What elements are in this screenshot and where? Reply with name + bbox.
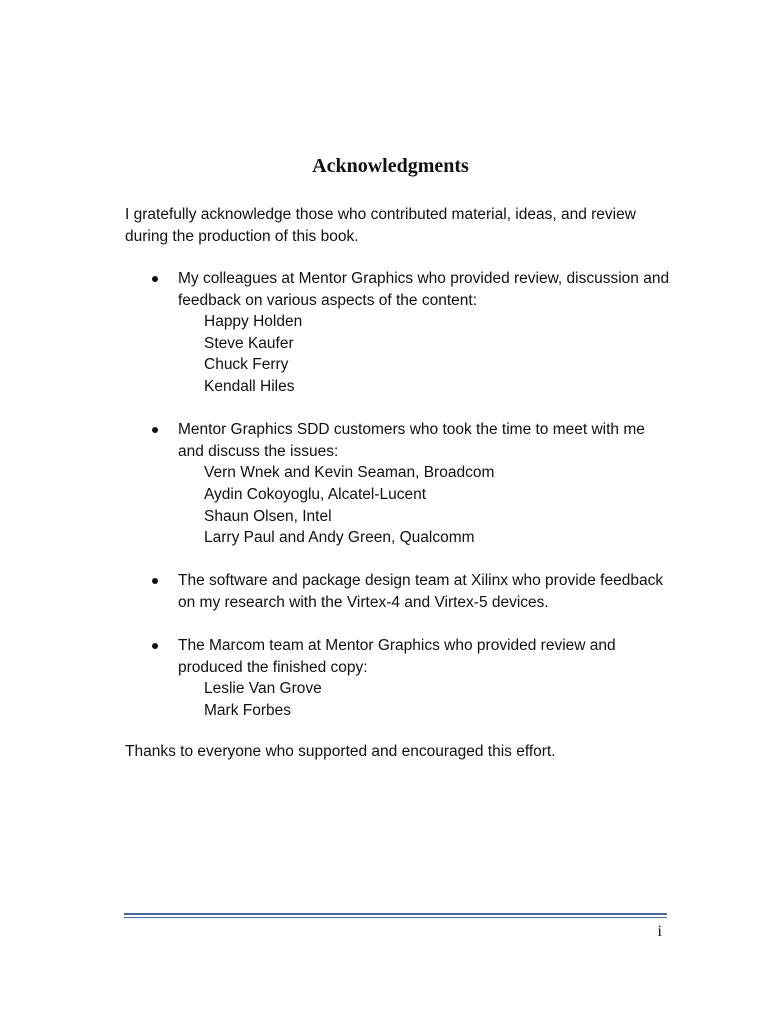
footer-rule-thin: [124, 917, 667, 918]
name-entry: Chuck Ferry: [204, 356, 289, 374]
name-list: [178, 678, 670, 721]
bullet-icon: [152, 643, 158, 649]
name-entry: Vern Wnek and Kevin Seaman, Broadcom: [204, 464, 495, 482]
list-item-text: Mentor Graphics SDD customers who took the time to meet with me and discuss the issues:: [178, 421, 645, 460]
bullet-icon: [152, 578, 158, 584]
list-item: [125, 268, 670, 398]
name-entry: Happy Holden: [204, 313, 303, 331]
list-item-text: The Marcom team at Mentor Graphics who provided review and produced the finished copy:: [178, 637, 616, 676]
name-entry: Aydin Cokoyoglu, Alcatel-Lucent: [204, 485, 427, 503]
name-entry: Shaun Olsen, Intel: [204, 507, 332, 525]
list-item-text: The software and package design team at Xilinx who provide feedback on my research with the Virtex-4 and Virtex-5 devices.: [178, 572, 664, 611]
acknowledgment-list: [125, 268, 670, 743]
closing-paragraph: Thanks to everyone who supported and encouraged this effort.: [125, 743, 556, 760]
bullet-icon: [152, 427, 158, 433]
name-entry: Steve Kaufer: [204, 334, 294, 352]
name-entry: Kendall Hiles: [204, 377, 295, 395]
list-item-text: My colleagues at Mentor Graphics who provided review, discussion and feedback on various aspects of the content:: [178, 270, 670, 309]
list-item: [125, 635, 670, 721]
list-item: [125, 570, 670, 613]
name-list: [178, 311, 670, 397]
bullet-icon: [152, 276, 158, 282]
name-entry: Mark Forbes: [204, 701, 291, 719]
name-entry: Larry Paul and Andy Green, Qualcomm: [204, 529, 475, 547]
list-item: [125, 419, 670, 549]
name-entry: Leslie Van Grove: [204, 680, 322, 698]
page-number: i: [657, 923, 662, 940]
page-title: Acknowledgments: [312, 155, 469, 177]
name-list: [178, 462, 670, 548]
footer-rule: [124, 913, 667, 915]
intro-paragraph: I gratefully acknowledge those who contributed material, ideas, and review during the production of this book.: [125, 206, 636, 245]
